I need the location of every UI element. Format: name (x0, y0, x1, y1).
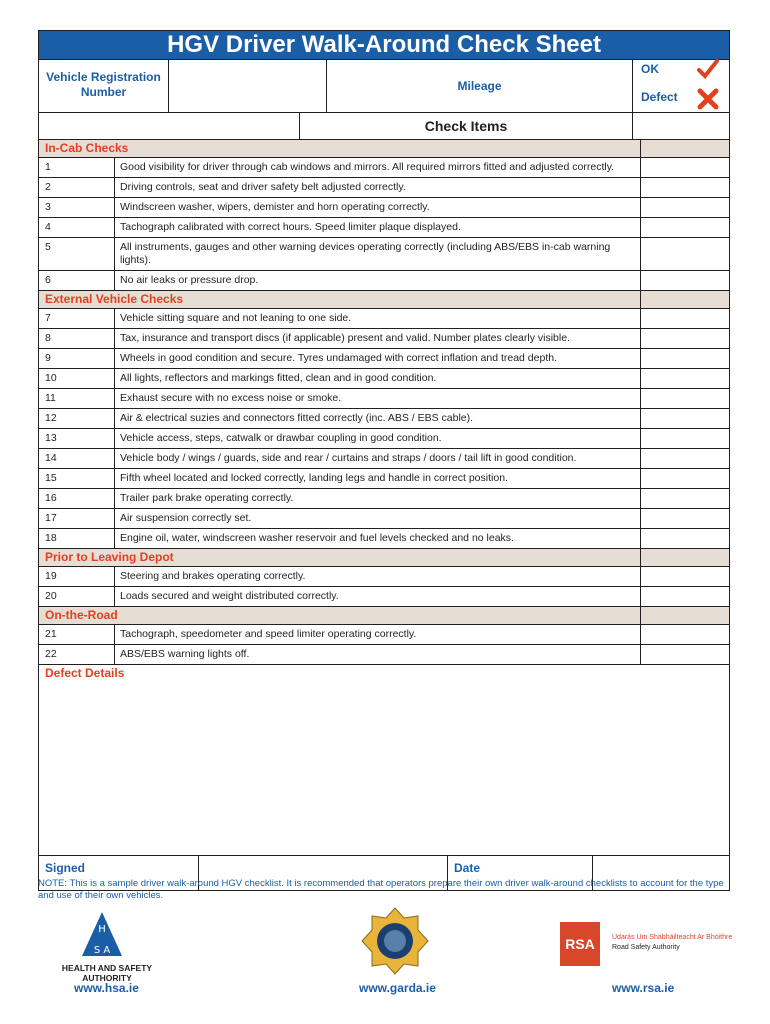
rsa-link[interactable]: www.rsa.ie (612, 981, 675, 995)
svg-text:H: H (98, 924, 106, 935)
check-item-row (39, 157, 729, 177)
check-sheet (38, 30, 730, 891)
item-number: 2 (39, 178, 115, 197)
item-number: 13 (39, 429, 115, 448)
item-number: 9 (39, 349, 115, 368)
item-description: ABS/EBS warning lights off. (120, 648, 250, 660)
item-status-box[interactable] (640, 389, 729, 408)
check-item-row (39, 270, 729, 290)
hsa-triangle-icon (52, 908, 162, 958)
item-description: All lights, reflectors and markings fitted, clean and in good condition. (120, 372, 437, 384)
item-number: 8 (39, 329, 115, 348)
item-number: 15 (39, 469, 115, 488)
check-item-row (39, 388, 729, 408)
item-status-box[interactable] (640, 529, 729, 548)
item-status-box[interactable] (640, 625, 729, 644)
item-number: 19 (39, 567, 115, 586)
check-item-row (39, 468, 729, 488)
item-status-box[interactable] (640, 369, 729, 388)
item-description: Vehicle body / wings / guards, side and rear / curtains and straps / doors / tail lift in good condition. (120, 452, 577, 464)
item-description: Wheels in good condition and secure. Tyres undamaged with correct inflation and tread depth. (120, 352, 557, 364)
check-item-row (39, 348, 729, 368)
vehicle-reg-label: Vehicle Registration Number (39, 60, 169, 112)
check-item-row (39, 644, 729, 664)
item-description: Steering and brakes operating correctly. (120, 570, 306, 582)
item-status-box[interactable] (640, 271, 729, 290)
item-number: 7 (39, 309, 115, 328)
item-status-box[interactable] (640, 309, 729, 328)
check-item-row (39, 368, 729, 388)
item-status-box[interactable] (640, 587, 729, 606)
check-items-title: Check Items (299, 113, 633, 139)
check-item-row (39, 408, 729, 428)
item-status-box[interactable] (640, 469, 729, 488)
item-description: Tachograph calibrated with correct hours. Speed limiter plaque displayed. (120, 221, 461, 233)
item-description: Vehicle access, steps, catwalk or drawbar coupling in good condition. (120, 432, 442, 444)
garda-badge-icon (360, 906, 430, 976)
item-status-box[interactable] (640, 238, 729, 270)
item-status-box[interactable] (640, 449, 729, 468)
check-item-row (39, 448, 729, 468)
item-number: 21 (39, 625, 115, 644)
check-items-header (39, 112, 729, 139)
item-number: 18 (39, 529, 115, 548)
section-header (39, 139, 729, 157)
item-status-box[interactable] (640, 198, 729, 217)
item-description: Tax, insurance and transport discs (if applicable) present and valid. Number plates clearly visible. (120, 332, 570, 344)
ok-defect-key (633, 60, 729, 112)
section-title: In-Cab Checks (45, 141, 129, 155)
check-item-row (39, 308, 729, 328)
defect-details-label: Defect Details (39, 665, 729, 684)
rsa-irish-name: Údarás Um Shábháilteacht Ar Bhóithre (612, 934, 733, 941)
item-description: Air & electrical suzies and connectors fitted correctly (inc. ABS / EBS cable). (120, 412, 474, 424)
hsa-link[interactable]: www.hsa.ie (74, 981, 139, 995)
garda-logo (360, 906, 430, 976)
section-header (39, 290, 729, 308)
item-number: 5 (39, 238, 115, 270)
rsa-block: RSA (560, 922, 600, 966)
check-item-row (39, 528, 729, 548)
check-item-row (39, 624, 729, 644)
item-number: 14 (39, 449, 115, 468)
mileage-label[interactable]: Mileage (327, 60, 633, 112)
note-text: NOTE: This is a sample driver walk-around HGV checklist. It is recommended that operators prepare their own driver walk-around checklists to account for the type and use of their own vehicles. (38, 878, 724, 901)
rsa-logo (560, 922, 740, 968)
svg-text:S A: S A (93, 945, 111, 956)
check-item-row (39, 177, 729, 197)
signed-label: Signed (39, 856, 199, 890)
hsa-name: HEALTH AND SAFETY AUTHORITY (61, 963, 153, 983)
item-description: Vehicle sitting square and not leaning to one side. (120, 312, 352, 324)
item-status-box[interactable] (640, 489, 729, 508)
item-number: 4 (39, 218, 115, 237)
check-item-row (39, 197, 729, 217)
section-header (39, 606, 729, 624)
item-description: No air leaks or pressure drop. (120, 274, 259, 286)
ok-label: OK (641, 62, 659, 76)
item-status-box[interactable] (640, 329, 729, 348)
item-description: Engine oil, water, windscreen washer reservoir and fuel levels checked and no leaks. (120, 532, 514, 544)
vehicle-reg-field[interactable] (169, 60, 327, 112)
item-number: 22 (39, 645, 115, 664)
rsa-english-name: Road Safety Authority (612, 944, 680, 951)
item-status-box[interactable] (640, 509, 729, 528)
check-item-row (39, 428, 729, 448)
item-description: Tachograph, speedometer and speed limiter operating correctly. (120, 628, 417, 640)
item-status-box[interactable] (640, 645, 729, 664)
check-item-row (39, 508, 729, 528)
check-item-row (39, 237, 729, 270)
item-number: 3 (39, 198, 115, 217)
item-description: All instruments, gauges and other warning devices operating correctly (including ABS/EBS in-cab warning lights). (120, 241, 611, 266)
check-item-row (39, 328, 729, 348)
item-status-box[interactable] (640, 178, 729, 197)
header-row (39, 59, 729, 112)
item-description: Windscreen washer, wipers, demister and horn operating correctly. (120, 201, 430, 213)
item-number: 20 (39, 587, 115, 606)
cross-icon (697, 88, 719, 110)
check-item-row (39, 488, 729, 508)
check-item-row (39, 566, 729, 586)
item-status-box[interactable] (640, 158, 729, 177)
item-number: 1 (39, 158, 115, 177)
item-description: Trailer park brake operating correctly. (120, 492, 294, 504)
defect-details-box[interactable] (39, 664, 729, 855)
item-description: Air suspension correctly set. (120, 512, 252, 524)
date-label: Date (448, 856, 593, 890)
check-item-row (39, 586, 729, 606)
garda-link[interactable]: www.garda.ie (359, 981, 436, 995)
item-number: 12 (39, 409, 115, 428)
item-description: Exhaust secure with no excess noise or smoke. (120, 392, 342, 404)
item-description: Good visibility for driver through cab windows and mirrors. All required mirrors fitted and adjusted correctly. (120, 161, 615, 173)
item-number: 11 (39, 389, 115, 408)
item-number: 16 (39, 489, 115, 508)
item-status-box[interactable] (640, 409, 729, 428)
item-description: Loads secured and weight distributed correctly. (120, 590, 339, 602)
check-sections (39, 139, 729, 664)
item-description: Driving controls, seat and driver safety belt adjusted correctly. (120, 181, 406, 193)
item-number: 6 (39, 271, 115, 290)
check-item-row (39, 217, 729, 237)
section-title: Prior to Leaving Depot (45, 550, 174, 564)
section-title: External Vehicle Checks (45, 292, 184, 306)
hsa-logo (52, 908, 162, 983)
defect-label: Defect (641, 90, 678, 104)
section-header (39, 548, 729, 566)
item-number: 17 (39, 509, 115, 528)
item-description: Fifth wheel located and locked correctly, landing legs and handle in correct position. (120, 472, 508, 484)
page-title: HGV Driver Walk-Around Check Sheet (39, 31, 729, 59)
tick-icon (697, 58, 719, 80)
item-status-box[interactable] (640, 429, 729, 448)
item-status-box[interactable] (640, 218, 729, 237)
item-status-box[interactable] (640, 349, 729, 368)
section-title: On-the-Road (45, 608, 118, 622)
item-number: 10 (39, 369, 115, 388)
item-status-box[interactable] (640, 567, 729, 586)
